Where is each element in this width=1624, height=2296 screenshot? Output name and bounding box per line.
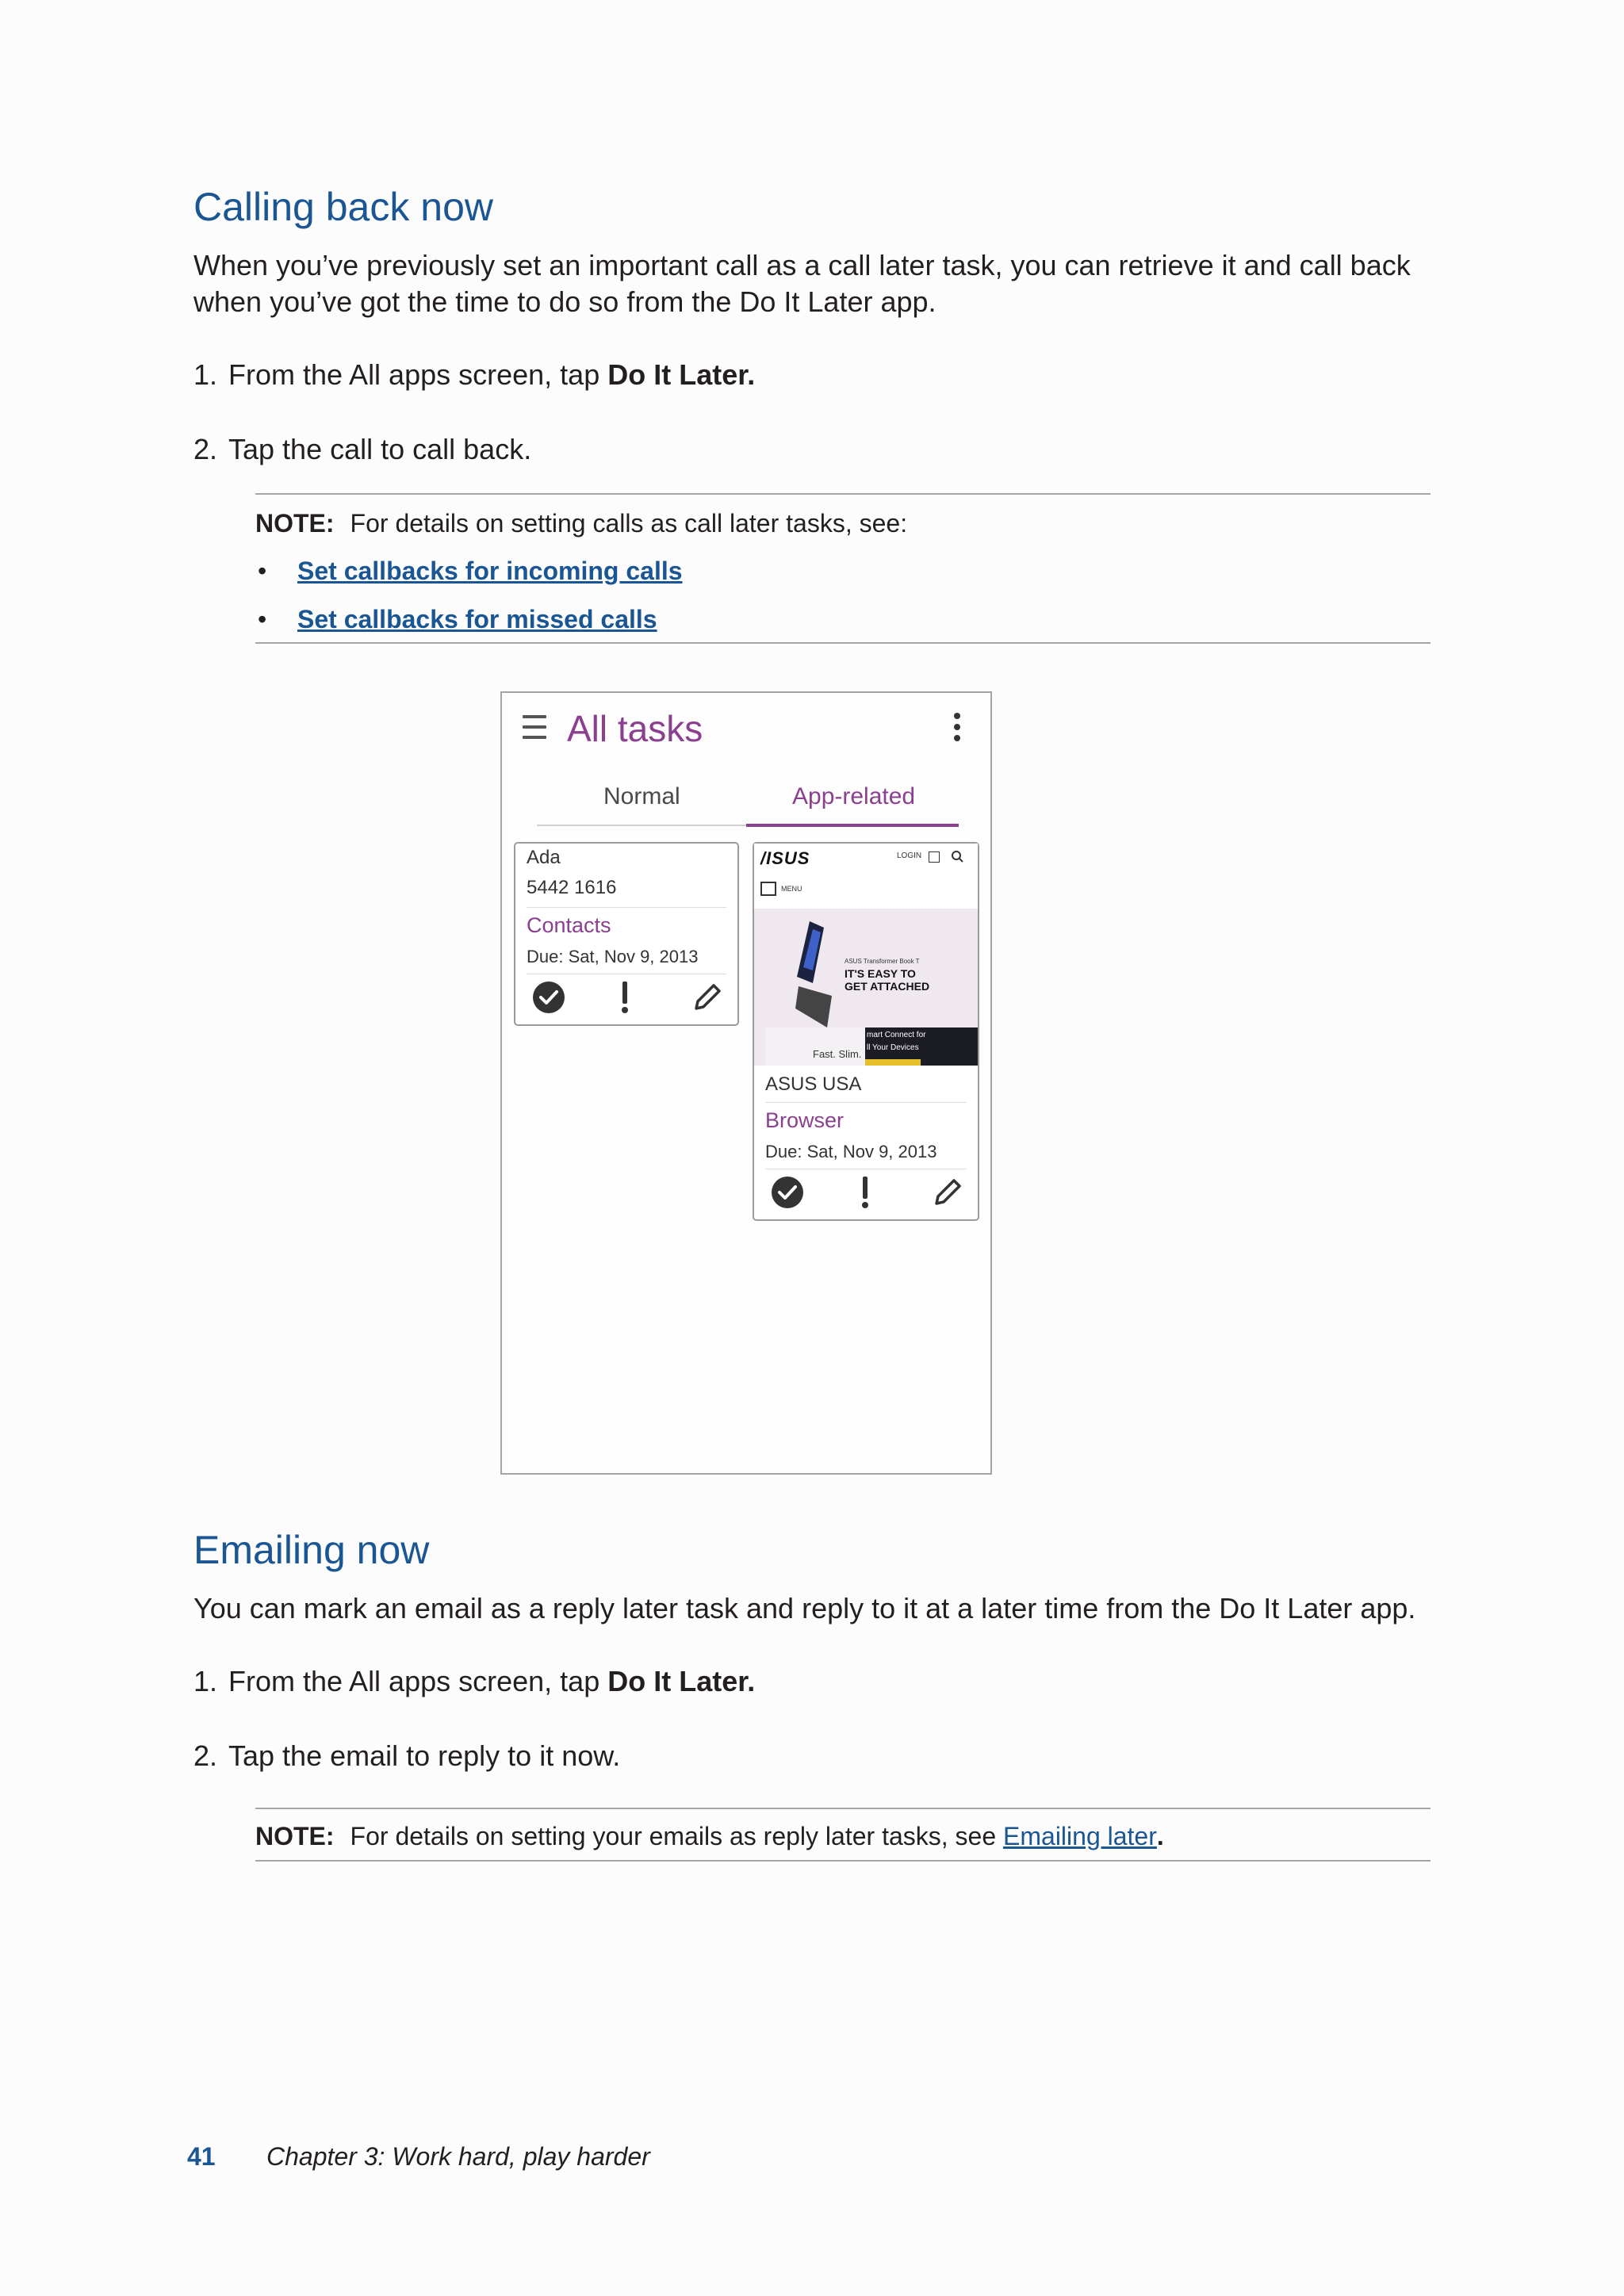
note-text: For details on setting your emails as reply later tasks, see <box>350 1822 1004 1850</box>
page-title: ASUS USA <box>765 1073 862 1095</box>
banner-right-line-2: ll Your Devices <box>867 1043 919 1052</box>
edit-pencil-icon[interactable] <box>690 980 725 1015</box>
search-icon <box>951 850 963 863</box>
email-step-2 <box>193 1739 620 1773</box>
page-menu-label: MENU <box>781 885 802 893</box>
email-step-1 <box>193 1665 755 1698</box>
contact-number: 5442 1616 <box>527 877 617 898</box>
task-app-name: Browser <box>765 1108 845 1132</box>
grid-icon <box>929 851 940 863</box>
link-set-callbacks-missed[interactable]: Set callbacks for missed calls <box>297 605 657 633</box>
banner-left-text: Fast. Slim. <box>813 1048 862 1060</box>
step-number: 2. <box>193 1739 218 1772</box>
card-divider <box>765 1102 967 1103</box>
email-intro-paragraph: You can mark an email as a reply later task and reply to it at a later time from the Do It Later app. <box>193 1592 1416 1624</box>
tab-normal[interactable]: Normal <box>603 783 680 809</box>
login-link: LOGIN <box>897 851 922 860</box>
do-it-later-screenshot <box>500 691 992 1475</box>
section-heading-calling-back-now: Calling back now <box>193 185 493 229</box>
note-bottom-rule <box>255 642 1431 644</box>
check-icon[interactable] <box>770 1175 805 1210</box>
bullet-icon: • <box>258 605 267 633</box>
overflow-menu-icon[interactable] <box>954 713 960 746</box>
note-label: NOTE: <box>255 1822 335 1850</box>
card-actions <box>515 980 737 1018</box>
note-calls <box>255 509 907 538</box>
step-text: From the All apps screen, tap <box>228 1665 608 1697</box>
note-bullet-2 <box>255 605 657 634</box>
promo-headline-2: GET ATTACHED <box>845 980 930 993</box>
promo-caption: ASUS Transformer Book T <box>845 958 920 965</box>
contact-name: Ada <box>527 847 561 868</box>
tab-active-indicator <box>746 824 959 827</box>
task-app-name: Contacts <box>527 913 611 937</box>
banner-right-line-1: mart Connect for <box>867 1031 926 1039</box>
email-note-top-rule <box>255 1808 1431 1809</box>
bullet-icon: • <box>258 557 267 585</box>
link-emailing-later[interactable]: Emailing later <box>1003 1822 1157 1850</box>
webpage-thumbnail <box>754 844 978 1066</box>
link-set-callbacks-incoming[interactable]: Set callbacks for incoming calls <box>297 557 683 585</box>
card-divider <box>527 907 726 908</box>
chapter-title: Chapter 3: Work hard, play harder <box>266 2142 650 2171</box>
page-number: 41 <box>187 2142 216 2171</box>
note-emails <box>255 1822 1164 1851</box>
note-top-rule <box>255 493 1431 495</box>
task-card-contacts[interactable] <box>514 842 739 1026</box>
email-note-bottom-rule <box>255 1860 1431 1862</box>
page-menu-icon <box>760 882 776 896</box>
card-actions <box>754 1175 978 1213</box>
step-number: 1. <box>193 1665 218 1697</box>
note-end-period: . <box>1156 1822 1164 1850</box>
step-number: 1. <box>193 358 218 391</box>
banner-yellow-strip <box>865 1059 921 1066</box>
section-heading-emailing-now: Emailing now <box>193 1528 430 1572</box>
intro-line-2: when you’ve got the time to do so from the Do It Later app. <box>193 285 936 318</box>
hamburger-menu-icon[interactable] <box>523 715 546 740</box>
task-card-browser[interactable] <box>753 842 979 1221</box>
priority-icon[interactable] <box>619 980 631 1015</box>
step-app-name: Do It Later. <box>607 358 756 391</box>
step-text: From the All apps screen, tap <box>228 358 608 391</box>
step-text: Tap the email to reply to it now. <box>228 1739 621 1772</box>
task-due-date: Due: Sat, Nov 9, 2013 <box>765 1142 937 1161</box>
promo-headline-1: IT'S EASY TO <box>845 967 916 980</box>
priority-icon[interactable] <box>859 1175 871 1210</box>
step-text: Tap the call to call back. <box>228 433 532 465</box>
intro-paragraph <box>193 247 1431 320</box>
note-text: For details on setting calls as call later tasks, see: <box>350 509 908 538</box>
task-due-date: Due: Sat, Nov 9, 2013 <box>527 947 699 966</box>
step-2 <box>193 433 531 466</box>
note-label: NOTE: <box>255 509 335 538</box>
app-title: All tasks <box>567 708 703 749</box>
step-app-name: Do It Later. <box>607 1665 756 1697</box>
tablet-laptop-image <box>791 920 838 1031</box>
asus-logo: /ISUS <box>760 848 810 868</box>
step-number: 2. <box>193 433 218 465</box>
edit-pencil-icon[interactable] <box>930 1175 965 1210</box>
step-1 <box>193 358 755 392</box>
intro-line-1: When you’ve previously set an important call as a call later task, you can retrieve it and call back <box>193 249 1411 281</box>
tab-app-related[interactable]: App-related <box>792 783 916 809</box>
note-bullet-1 <box>255 557 683 586</box>
check-icon[interactable] <box>531 980 566 1015</box>
